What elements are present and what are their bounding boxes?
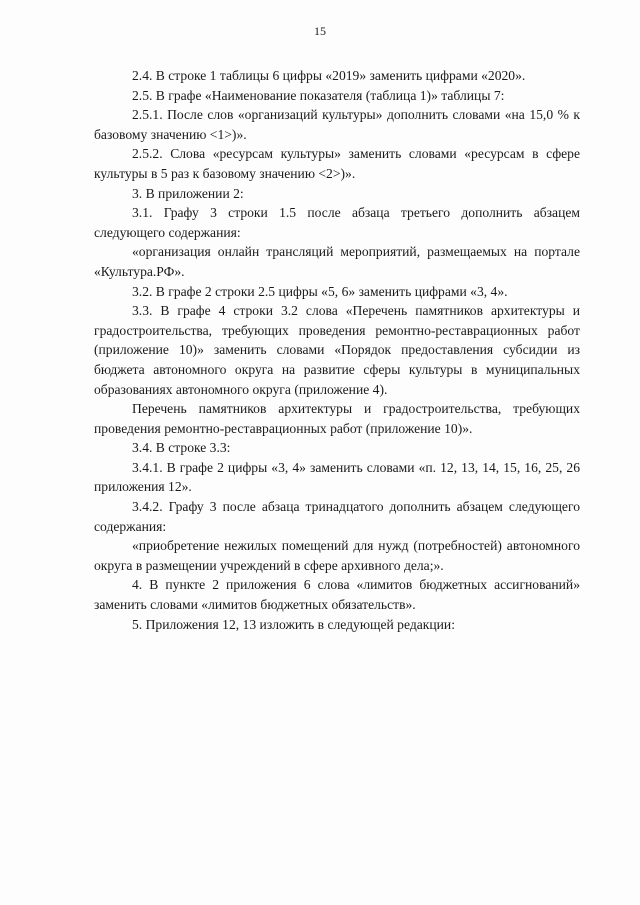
paragraph-2-5-1: 2.5.1. После слов «организаций культуры» дополнить словами «на 15,0 % к базовому значению <1>)».: [94, 107, 580, 142]
paragraph-2-5: 2.5. В графе «Наименование показателя (таблица 1)» таблицы 7:: [132, 87, 505, 103]
paragraph-4: 4. В пункте 2 приложения 6 слова «лимитов бюджетных ассигнований» заменить словами «лимитов бюджетных обязательств».: [94, 577, 580, 613]
paragraph-2-5-2: 2.5.2. Слова «ресурсам культуры» заменить словами «ресурсам в сфере культуры в 5 раз к базовому значению <2>)».: [94, 146, 580, 181]
paragraph-5: 5. Приложения 12, 13 изложить в следующей редакции:: [132, 616, 455, 632]
paragraph-3-4: 3.4. В строке 3.3:: [132, 440, 231, 456]
document-body: [94, 66, 580, 634]
paragraph-3: 3. В приложении 2:: [132, 185, 244, 201]
paragraph-3-4-2-quote: «приобретение нежилых помещений для нужд (потребностей) автономного округа в размещении учреждений в сфере архивного дела;».: [94, 538, 580, 573]
paragraph-3-1-quote: «организация онлайн трансляций мероприятий, размещаемых на портале «Культура.РФ».: [94, 244, 580, 279]
paragraph-3-1: 3.1. Графу 3 строки 1.5 после абзаца третьего дополнить абзацем следующего содержания:: [94, 205, 580, 240]
paragraph-3-4-1: 3.4.1. В графе 2 цифры «3, 4» заменить словами «п. 12, 13, 14, 15, 16, 25, 26 приложения 12».: [94, 459, 580, 495]
paragraph-3-4-2: 3.4.2. Графу 3 после абзаца тринадцатого дополнить абзацем следующего содержания:: [94, 499, 580, 534]
paragraph-3-2: 3.2. В графе 2 строки 2.5 цифры «5, 6» заменить цифрами «3, 4».: [132, 283, 508, 299]
paragraph-3-3: 3.3. В графе 4 строки 3.2 слова «Перечень памятников архитектуры и градостроительства, требующих проведения ремонтно-реставрационных работ (приложение 10)» заменить словами «Порядок предоставления субсидии из бюджета автономного округа на развитие сферы культуры в муниципальных образованиях автономного округа (приложение 4).: [94, 303, 580, 397]
page-number: 15: [314, 24, 326, 38]
paragraph-2-4: 2.4. В строке 1 таблицы 6 цифры «2019» заменить цифрами «2020».: [132, 68, 526, 83]
paragraph-3-3-list: Перечень памятников архитектуры и градостроительства, требующих проведения ремонтно-реставрационных работ (приложение 10)».: [94, 401, 580, 436]
